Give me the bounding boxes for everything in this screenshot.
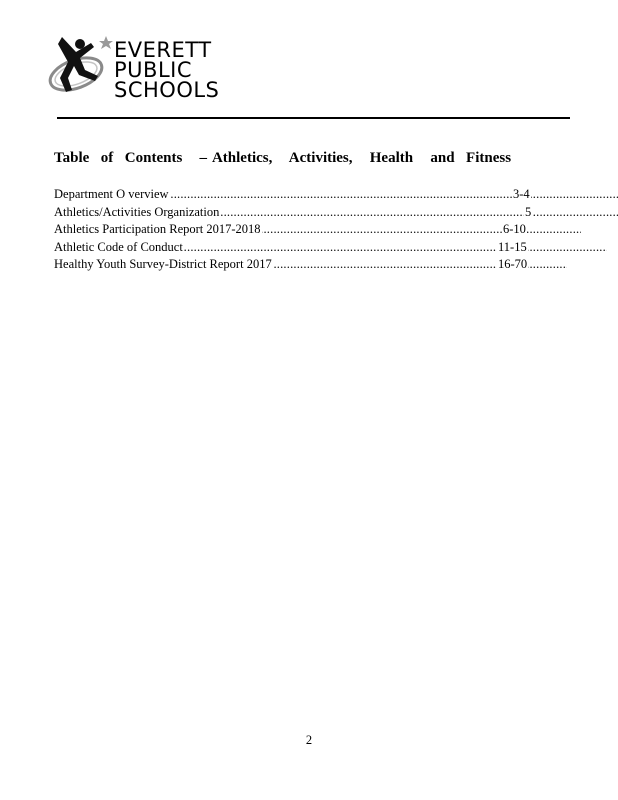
logo-wordmark: [114, 40, 219, 100]
table-of-contents: [54, 186, 618, 274]
toc-entry-label: Athletics/Activities Organization: [54, 204, 220, 222]
logo-line-schools: SCHOOLS: [114, 78, 220, 102]
toc-entry-page: 5: [524, 204, 532, 222]
logo-line-public: PUBLIC: [114, 58, 192, 82]
runner-logo-icon: [46, 30, 116, 105]
toc-entry-page: 6-10: [502, 221, 527, 239]
toc-entry-label: Department O verview: [54, 186, 170, 204]
toc-entry-label: Athletics Participation Report 2017-2018: [54, 221, 262, 239]
toc-entry-page: 16-70: [497, 256, 528, 274]
toc-entry-youth-survey: [54, 256, 618, 274]
toc-entry-page: 3-4: [512, 186, 531, 204]
everett-public-schools-logo: [46, 30, 221, 105]
toc-entry-code-of-conduct: [54, 239, 618, 257]
page-number: 2: [305, 733, 313, 747]
toc-entry-department-overview: [54, 186, 618, 204]
logo-line-everett: EVERETT: [114, 38, 212, 62]
header-divider: [57, 117, 570, 119]
toc-entry-label: Healthy Youth Survey-District Report 2017: [54, 256, 273, 274]
toc-title: Table of Contents – Athletics, Activities, Health and Fitness: [54, 150, 512, 166]
toc-entry-participation-report: [54, 221, 618, 239]
toc-entry-page: 11-15: [497, 239, 528, 257]
toc-entry-organization: [54, 204, 618, 222]
toc-entry-label: Athletic Code of Conduct: [54, 239, 184, 257]
